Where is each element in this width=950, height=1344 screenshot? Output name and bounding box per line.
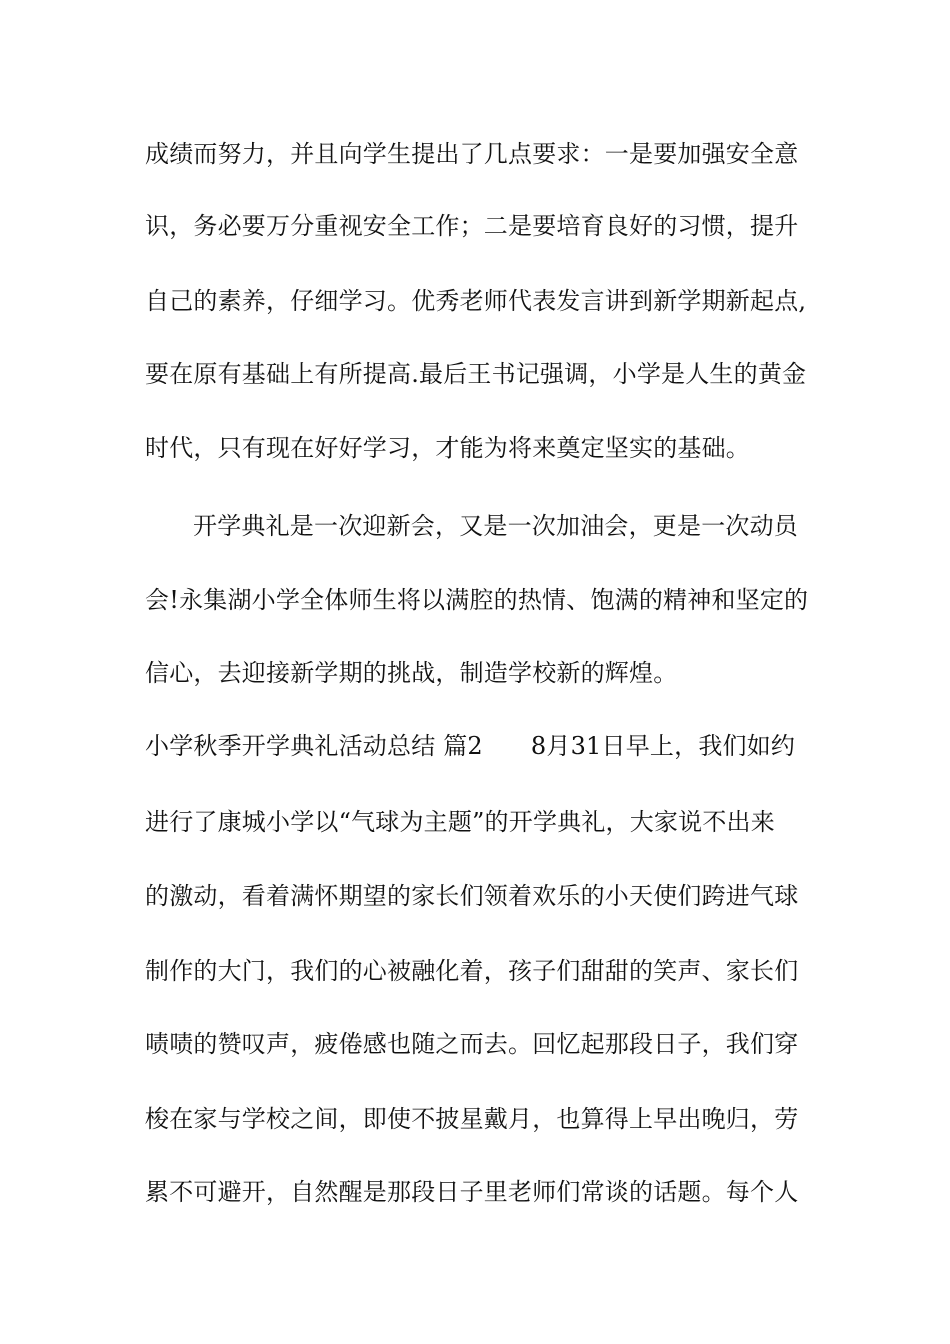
paragraph-first-line: 开学典礼是一次迎新会，又是一次加油会，更是一次动员	[193, 512, 798, 540]
text-line: 自己的素养，仔细学习。优秀老师代表发言讲到新学期新起点,	[145, 287, 807, 315]
text-line: 制作的大门，我们的心被融化着，孩子们甜甜的笑声、家长们	[145, 957, 799, 985]
text-line: 进行了康城小学以“气球为主题”的开学典礼，大家说不出来	[145, 808, 775, 836]
text-line: 的激动，看着满怀期望的家长们领着欢乐的小天使们跨进气球	[145, 882, 799, 910]
section-heading: 小学秋季开学典礼活动总结 篇2	[145, 732, 483, 760]
text-line: 梭在家与学校之间，即使不披星戴月，也算得上早出晚归，劳	[145, 1105, 799, 1133]
text-line: 会!永集湖小学全体师生将以满腔的热情、饱满的精神和坚定的	[145, 586, 809, 614]
text-line: 信心，去迎接新学期的挑战，制造学校新的辉煌。	[145, 659, 678, 687]
section-heading-line	[145, 730, 815, 762]
text-line: 累不可避开，自然醒是那段日子里老师们常谈的话题。每个人	[145, 1178, 799, 1206]
text-line: 啧啧的赞叹声，疲倦感也随之而去。回忆起那段日子，我们穿	[145, 1030, 799, 1058]
text-line: 时代，只有现在好好学习，才能为将来奠定坚实的基础。	[145, 434, 750, 462]
text-line: 要在原有基础上有所提高.最后王书记强调，小学是人生的黄金	[145, 360, 807, 388]
text-line: 成绩而努力，并且向学生提出了几点要求：一是要加强安全意	[145, 140, 799, 168]
section-first-text: 8月31日早上，我们如约	[530, 732, 796, 760]
text-line: 识，务必要万分重视安全工作；二是要培育良好的习惯，提升	[145, 212, 799, 240]
